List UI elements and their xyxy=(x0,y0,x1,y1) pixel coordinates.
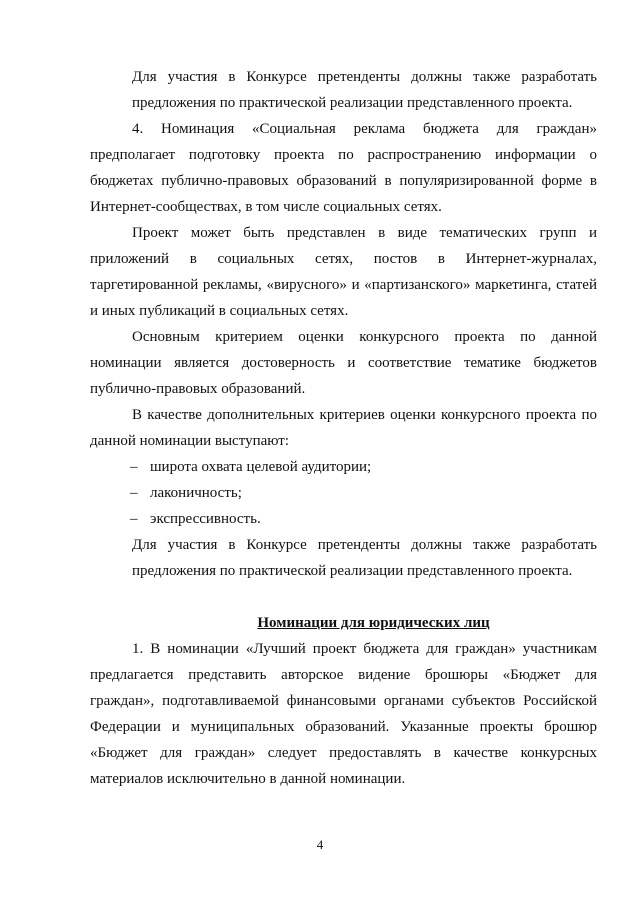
list-item xyxy=(90,506,597,532)
list-item-text: лаконичность; xyxy=(150,485,242,501)
paragraph-main-criterion: Основным критерием оценки конкурсного проекта по данной номинации является достоверность и соответствие тематике бюджетов публично-правовых образований. xyxy=(90,329,597,397)
list-marker: – xyxy=(130,459,138,475)
list-marker: – xyxy=(130,485,138,501)
paragraph-outro: Для участия в Конкурсе претенденты должны также разработать предложения по практической реализации представленного проекта. xyxy=(132,537,597,579)
paragraph-legal-nomination-1: 1. В номинации «Лучший проект бюджета для граждан» участникам предлагается представить авторское видение брошюры «Бюджет для граждан», подготавливаемой финансовыми органами субъектов Российской Федерации и муниципальных образований. Указанные проекты брошюр «Бюджет для граждан» следует предоставлять в качестве конкурсных материалов исключительно в данной номинации. xyxy=(90,641,597,787)
section-heading: Номинации для юридических лиц xyxy=(257,615,490,631)
paragraph-nomination-4: 4. Номинация «Социальная реклама бюджета для граждан» предполагает подготовку проекта по распространению информации о бюджетах публично-правовых образований в популяризированной форме в Интернет-сообществах, в том числе социальных сетях. xyxy=(90,121,597,215)
list-item xyxy=(90,480,597,506)
document-body xyxy=(90,64,597,792)
list-item xyxy=(90,454,597,480)
paragraph-project-forms: Проект может быть представлен в виде тематических групп и приложений в социальных сетях, постов в Интернет-журналах, таргетированной рекламы, «вирусного» и «партизанского» маркетинга, статей и иных публикаций в социальных сетях. xyxy=(90,225,597,319)
list-item-text: широта охвата целевой аудитории; xyxy=(150,459,372,475)
list-marker: – xyxy=(130,511,138,527)
criteria-list xyxy=(90,454,597,532)
list-item-text: экспрессивность. xyxy=(150,511,261,527)
paragraph-extra-criteria-intro: В качестве дополнительных критериев оценки конкурсного проекта по данной номинации выступают: xyxy=(90,407,597,449)
paragraph-intro: Для участия в Конкурсе претенденты должны также разработать предложения по практической реализации представленного проекта. xyxy=(132,69,597,111)
page-number: 4 xyxy=(316,837,324,852)
